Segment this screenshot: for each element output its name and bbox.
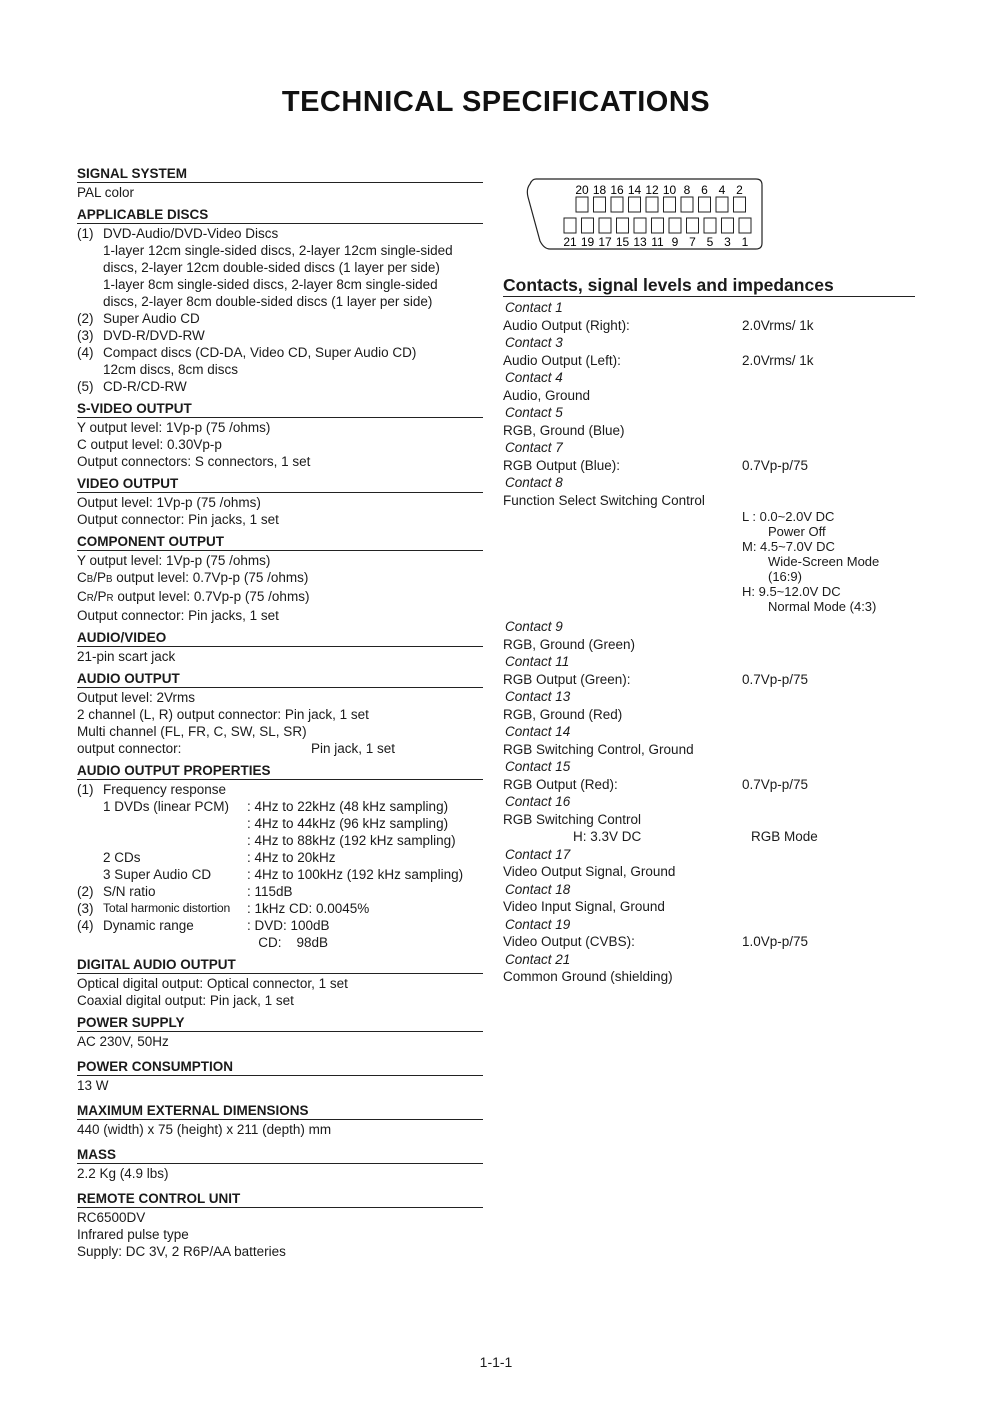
item-continuation: discs, 2-layer 12cm double-sided discs (1 layer per side) <box>103 260 440 275</box>
contacts-heading: Contacts, signal levels and impedances <box>503 275 915 297</box>
item-text: DVD-R/DVD-RW <box>103 328 205 343</box>
spec-line: 440 (width) x 75 (height) x 211 (depth) mm <box>77 1122 332 1137</box>
signal-row <box>503 671 915 689</box>
row-number: (3) <box>77 901 94 916</box>
signal-row <box>503 898 915 916</box>
audio-output-section <box>77 671 483 757</box>
signal-label: RGB, Ground (Red) <box>503 706 623 722</box>
pin-label-1: 1 <box>741 235 749 249</box>
spec-value: Pin jack, 1 set <box>311 741 396 756</box>
pin-label-3: 3 <box>724 235 731 249</box>
signal-label: Audio, Ground <box>503 387 591 403</box>
signal-row <box>503 636 915 654</box>
contact-number: Contact 8 <box>505 475 563 490</box>
signal-label: RGB Output (Red): <box>503 776 618 792</box>
level-line: L : 0.0~2.0V DC <box>742 509 835 524</box>
row-label: Dynamic range <box>103 918 194 933</box>
page-number: 1-1-1 <box>479 1354 513 1370</box>
pin-label-6: 6 <box>701 183 708 197</box>
row-label: S/N ratio <box>103 884 156 899</box>
pin-contact-2 <box>734 197 746 212</box>
signal-row <box>503 811 915 829</box>
spec-line: Output connectors: S connectors, 1 set <box>77 454 311 469</box>
contact-number: Contact 9 <box>505 619 563 634</box>
row-value: : 4Hz to 44kHz (96 kHz sampling) <box>247 816 449 831</box>
signal-label: Audio Output (Right): <box>503 317 630 333</box>
contact-number: Contact 14 <box>505 724 571 739</box>
signal-value: 2.0Vrms/ 1k <box>742 317 814 333</box>
row-value: : 4Hz to 100kHz (192 kHz sampling) <box>247 867 464 882</box>
level-mode: Wide-Screen Mode <box>768 554 880 569</box>
section-heading: AUDIO OUTPUT <box>77 671 483 688</box>
signal-value: 2.0Vrms/ 1k <box>742 352 814 368</box>
row-label: Frequency response <box>103 782 227 797</box>
pin-contact-12 <box>646 197 658 212</box>
contact-number: Contact 13 <box>505 689 571 704</box>
contact-number: Contact 7 <box>505 440 563 455</box>
cr-subscript: R <box>86 593 94 604</box>
pin-contact-4 <box>716 197 728 212</box>
signal-label: Video Output Signal, Ground <box>503 864 676 879</box>
page-title: TECHNICAL SPECIFICATIONS <box>281 86 711 118</box>
signal-label: RGB Output (Green): <box>503 671 631 687</box>
applicable-discs-section <box>77 207 483 395</box>
pin-label-17: 17 <box>598 235 612 249</box>
row-label: 2 CDs <box>103 850 141 865</box>
row-label: Total harmonic distortion <box>103 901 231 915</box>
pin-label-7: 7 <box>689 235 696 249</box>
rgb-mode-row <box>503 828 915 846</box>
section-heading: DIGITAL AUDIO OUTPUT <box>77 957 483 974</box>
property-row <box>77 832 483 849</box>
cb-pb-level: output level: 0.7Vp-p (75 /ohms) <box>112 570 309 585</box>
level-mode: Normal Mode (4:3) <box>768 599 877 614</box>
digital-audio-output-section <box>77 957 483 1009</box>
property-row <box>77 849 483 866</box>
pr-subscript: R <box>106 593 114 604</box>
contact-number: Contact 16 <box>505 794 571 809</box>
signal-value: 1.0Vp-p/75 <box>742 934 809 949</box>
item-text: CD-R/CD-RW <box>103 379 187 394</box>
row-value: : 4Hz to 22kHz (48 kHz sampling) <box>247 799 449 814</box>
signal-row <box>503 933 915 951</box>
spec-line: Infrared pulse type <box>77 1227 189 1242</box>
row-value: : 115dB <box>247 884 293 899</box>
row-value: : 4Hz to 20kHz <box>247 850 336 865</box>
spec-line: 13 W <box>77 1078 109 1093</box>
spec-line: AC 230V, 50Hz <box>77 1034 169 1049</box>
cb-subscript: B <box>86 574 94 585</box>
pin-label-10: 10 <box>662 183 677 197</box>
signal-row <box>503 317 915 335</box>
row-value: : 1kHz CD: 0.0045% <box>247 901 370 916</box>
signal-label: Video Output (CVBS): <box>503 934 635 949</box>
switching-levels <box>503 509 915 614</box>
signal-label: RGB Switching Control, Ground <box>503 741 694 757</box>
signal-row <box>503 741 915 759</box>
level-mode: (16:9) <box>768 569 802 584</box>
pin-contact-10 <box>664 197 676 212</box>
signal-system-section <box>77 166 483 201</box>
contacts-column <box>503 275 915 986</box>
signal-row <box>503 422 915 440</box>
spec-line: RC6500DV <box>77 1210 146 1225</box>
pb-letter: /P <box>93 570 106 585</box>
spec-line: Output level: 1Vp-p (75 /ohms) <box>77 495 261 510</box>
item-number: (5) <box>77 379 94 394</box>
pin-contact-8 <box>681 197 693 212</box>
property-row <box>77 917 483 934</box>
section-heading: COMPONENT OUTPUT <box>77 534 483 551</box>
pin-label-15: 15 <box>615 235 630 249</box>
pin-label-5: 5 <box>706 235 714 249</box>
pin-contact-16 <box>611 197 623 212</box>
row-value: : DVD: 100dB <box>247 918 330 933</box>
level-line: H: 9.5~12.0V DC <box>742 584 841 599</box>
pin-contact-13 <box>634 218 646 233</box>
pin-contact-18 <box>594 197 606 212</box>
signal-label: RGB, Ground (Blue) <box>503 422 625 438</box>
cb-letter: C <box>77 570 87 585</box>
signal-label: RGB, Ground (Green) <box>503 636 636 652</box>
power-consumption-section <box>77 1059 483 1094</box>
scart-connector-diagram <box>524 177 764 251</box>
item-continuation: 1-layer 8cm single-sided discs, 2-layer 8cm single-sided <box>103 277 438 292</box>
item-continuation: 1-layer 12cm single-sided discs, 2-layer 12cm single-sided <box>103 243 453 258</box>
max-dimensions-section <box>77 1103 483 1138</box>
rgb-mode-level: H: 3.3V DC <box>573 829 642 844</box>
spec-line: PAL color <box>77 185 135 200</box>
property-row <box>77 900 483 917</box>
row-number: (1) <box>77 782 94 797</box>
pin-contact-14 <box>629 197 641 212</box>
pin-contact-19 <box>582 218 594 233</box>
item-number: (3) <box>77 328 94 343</box>
s-video-output-section <box>77 401 483 470</box>
contact-number: Contact 18 <box>505 881 571 897</box>
contact-number: Contact 21 <box>505 951 571 967</box>
row-number: (4) <box>77 918 94 933</box>
property-row <box>77 798 483 815</box>
list-item <box>77 327 483 344</box>
pin-label-12: 12 <box>645 183 659 197</box>
level-mode: Power Off <box>768 524 826 539</box>
spec-line: Multi channel (FL, FR, C, SW, SL, SR) <box>77 724 307 739</box>
spec-line: Supply: DC 3V, 2 R6P/AA batteries <box>77 1244 286 1259</box>
list-item <box>77 225 483 242</box>
row-value: CD: 98dB <box>247 935 329 950</box>
signal-row <box>503 863 915 881</box>
pin-label-20: 20 <box>575 183 589 197</box>
item-number: (1) <box>77 226 94 241</box>
row-value: : 4Hz to 88kHz (192 kHz sampling) <box>247 833 456 848</box>
pr-letter: /P <box>93 589 107 604</box>
pin-label-11: 11 <box>651 235 664 249</box>
section-heading: SIGNAL SYSTEM <box>77 166 483 183</box>
pin-contact-3 <box>722 218 734 233</box>
signal-row <box>503 968 915 986</box>
pin-contact-15 <box>617 218 629 233</box>
pin-label-14: 14 <box>627 183 642 197</box>
section-heading: MAXIMUM EXTERNAL DIMENSIONS <box>77 1103 483 1120</box>
pin-label-21: 21 <box>563 235 577 249</box>
section-heading: POWER SUPPLY <box>77 1015 483 1032</box>
pin-contact-11 <box>652 218 664 233</box>
specifications-column <box>77 166 483 1266</box>
signal-label: RGB Output (Blue): <box>503 457 621 473</box>
section-heading: S-VIDEO OUTPUT <box>77 401 483 418</box>
contact-number: Contact 4 <box>505 370 563 385</box>
pin-contact-6 <box>699 197 711 212</box>
spec-line: 2.2 Kg (4.9 lbs) <box>77 1166 169 1181</box>
signal-row <box>503 352 915 370</box>
section-heading: MASS <box>77 1147 483 1164</box>
audio-video-section <box>77 630 483 665</box>
pin-contact-9 <box>669 218 681 233</box>
signal-row <box>503 706 915 724</box>
remote-control-section <box>77 1191 483 1260</box>
signal-value: 0.7Vp-p/75 <box>742 776 809 792</box>
spec-line-cr-pr <box>77 588 483 607</box>
top-pin-row <box>575 183 745 212</box>
row-label: 1 DVDs (linear PCM) <box>103 799 230 814</box>
spec-line: 2 channel (L, R) output connector: Pin jack, 1 set <box>77 707 369 722</box>
spec-label: output connector: <box>77 741 182 756</box>
mass-section <box>77 1147 483 1182</box>
section-heading: REMOTE CONTROL UNIT <box>77 1191 483 1208</box>
pin-label-4: 4 <box>718 183 726 197</box>
list-item <box>77 378 483 395</box>
signal-label: Video Input Signal, Ground <box>503 899 665 914</box>
spec-line: Output connector: Pin jacks, 1 set <box>77 608 279 623</box>
property-row <box>77 815 483 832</box>
contact-number: Contact 17 <box>505 846 571 862</box>
list-item <box>77 344 483 361</box>
pin-label-9: 9 <box>671 235 679 249</box>
pin-label-8: 8 <box>683 183 691 197</box>
audio-output-properties-section <box>77 763 483 951</box>
property-row <box>77 781 483 798</box>
pin-label-18: 18 <box>592 183 607 197</box>
cr-pr-level: output level: 0.7Vp-p (75 /ohms) <box>113 589 310 604</box>
pin-contact-5 <box>704 218 716 233</box>
property-row <box>77 883 483 900</box>
cr-letter: C <box>77 589 87 604</box>
pin-contact-7 <box>687 218 699 233</box>
rgb-mode-value: RGB Mode <box>751 829 818 844</box>
signal-row <box>503 492 915 510</box>
pin-label-16: 16 <box>610 183 624 197</box>
contact-number: Contact 15 <box>505 759 571 774</box>
spec-line: Output connector: Pin jacks, 1 set <box>77 512 279 527</box>
property-row <box>77 866 483 883</box>
signal-label: RGB Switching Control <box>503 811 642 827</box>
item-continuation: 12cm discs, 8cm discs <box>103 362 239 377</box>
contact-number: Contact 5 <box>505 405 563 420</box>
section-heading: POWER CONSUMPTION <box>77 1059 483 1076</box>
signal-row <box>503 387 915 405</box>
contact-number: Contact 3 <box>505 335 563 350</box>
pin-contact-1 <box>739 218 751 233</box>
spec-line: Optical digital output: Optical connector, 1 set <box>77 976 348 991</box>
signal-label: Audio Output (Left): <box>503 352 621 368</box>
video-output-section <box>77 476 483 528</box>
signal-label: Common Ground (shielding) <box>503 969 673 984</box>
list-item <box>77 310 483 327</box>
spec-line: Y output level: 1Vp-p (75 /ohms) <box>77 553 271 568</box>
section-heading: AUDIO OUTPUT PROPERTIES <box>77 763 483 780</box>
pin-label-13: 13 <box>633 235 647 249</box>
level-line: M: 4.5~7.0V DC <box>742 539 835 554</box>
section-heading: AUDIO/VIDEO <box>77 630 483 647</box>
row-label: 3 Super Audio CD <box>103 867 212 882</box>
power-supply-section <box>77 1015 483 1050</box>
spec-line-cb-pb <box>77 569 483 588</box>
contact-number: Contact 11 <box>505 654 570 669</box>
pin-contact-21 <box>564 218 576 233</box>
pin-label-19: 19 <box>580 235 595 249</box>
item-number: (4) <box>77 345 94 360</box>
section-heading: APPLICABLE DISCS <box>77 207 483 224</box>
spec-line: Y output level: 1Vp-p (75 /ohms) <box>77 420 271 435</box>
bottom-pin-row <box>563 218 751 249</box>
item-text: DVD-Audio/DVD-Video Discs <box>103 226 279 241</box>
pb-subscript: B <box>106 574 113 585</box>
spec-line: Coaxial digital output: Pin jack, 1 set <box>77 993 294 1008</box>
spec-line: 21-pin scart jack <box>77 649 176 664</box>
item-text: Compact discs (CD-DA, Video CD, Super Audio CD) <box>103 345 417 360</box>
signal-value: 0.7Vp-p/75 <box>742 671 809 687</box>
pin-contact-20 <box>576 197 588 212</box>
spec-line: C output level: 0.30Vp-p <box>77 437 222 452</box>
section-heading: VIDEO OUTPUT <box>77 476 483 493</box>
component-output-section <box>77 534 483 624</box>
contact-number: Contact 19 <box>505 916 571 932</box>
signal-row <box>503 457 915 475</box>
spec-line <box>77 740 483 757</box>
item-continuation: discs, 2-layer 8cm double-sided discs (1 layer per side) <box>103 294 433 309</box>
property-row <box>77 934 483 951</box>
signal-row <box>503 776 915 794</box>
signal-label: Function Select Switching Control <box>503 492 705 508</box>
item-text: Super Audio CD <box>103 311 200 326</box>
pin-label-2: 2 <box>736 183 743 197</box>
signal-value: 0.7Vp-p/75 <box>742 457 809 473</box>
item-number: (2) <box>77 311 94 326</box>
pin-contact-17 <box>599 218 611 233</box>
row-number: (2) <box>77 884 94 899</box>
spec-line: Output level: 2Vrms <box>77 690 196 705</box>
contact-number: Contact 1 <box>505 300 563 315</box>
